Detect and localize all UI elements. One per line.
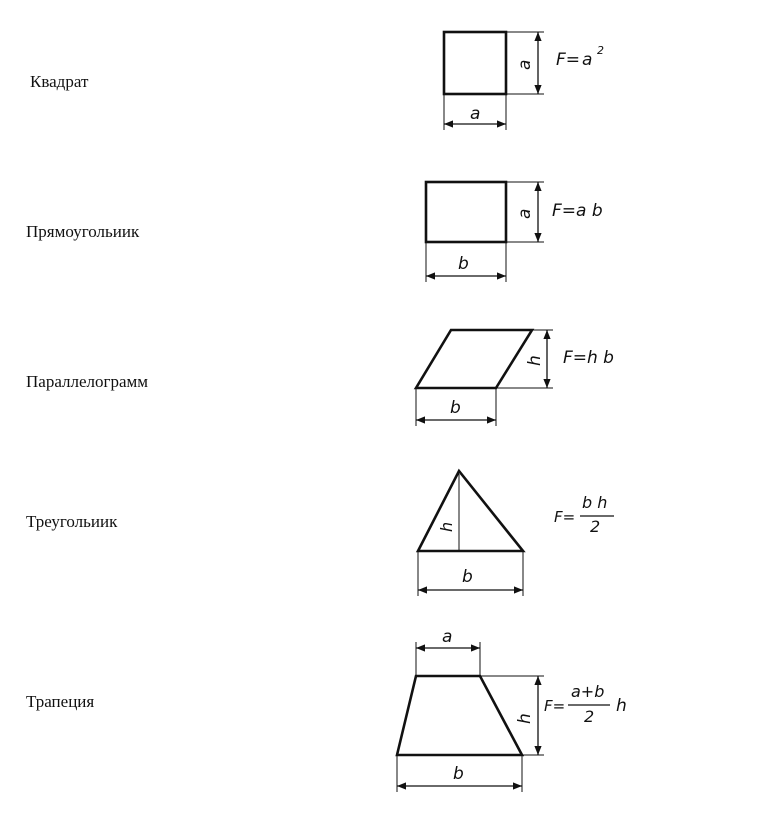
- triangle-formula-num: b h: [582, 493, 608, 512]
- trapezoid-formula-lhs: F=: [544, 697, 566, 715]
- trapezoid-width-label: b: [453, 764, 464, 784]
- trapezoid-formula-num: a+b: [571, 682, 605, 701]
- rectangle-width-label: b: [458, 254, 469, 274]
- trapezoid-formula-tail: h: [616, 696, 627, 716]
- rectangle-figure: [426, 182, 603, 282]
- triangle-figure: [418, 471, 614, 596]
- rectangle-formula-lhs: F=: [552, 201, 577, 221]
- shape-label-square: Квадрат: [30, 72, 89, 91]
- triangle-height-label: h: [437, 521, 456, 532]
- parallelogram-formula-lhs: F=: [563, 348, 588, 368]
- parallelogram-figure: [416, 330, 614, 426]
- square-figure: [444, 32, 604, 130]
- square-formula-lhs: F=: [556, 50, 581, 70]
- triangle-width-label: b: [462, 567, 473, 587]
- triangle-formula-lhs: F=: [554, 508, 576, 526]
- triangle-formula-den: 2: [590, 517, 601, 536]
- shape-label-rectangle: Прямоугольиик: [26, 222, 140, 241]
- shape-label-triangle: Треугольиик: [26, 512, 118, 531]
- rectangle-formula-expr: a b: [576, 201, 603, 221]
- trapezoid-formula-den: 2: [584, 707, 595, 726]
- trapezoid-figure: [397, 627, 627, 792]
- square-width-label: a: [470, 104, 481, 124]
- square-formula-var: a: [582, 50, 593, 70]
- shape-label-parallelogram: Параллелограмм: [26, 372, 149, 391]
- trapezoid-height-label: h: [515, 713, 535, 724]
- parallelogram-height-label: h: [525, 355, 545, 366]
- rectangle-side-label: a: [515, 208, 535, 219]
- parallelogram-formula-expr: h b: [587, 348, 614, 368]
- square-side-label: a: [515, 59, 535, 70]
- shape-label-trapezoid: Трапеция: [26, 692, 95, 711]
- parallelogram-width-label: b: [450, 398, 461, 418]
- square-formula-power: 2: [597, 44, 604, 57]
- trapezoid-top-label: a: [442, 627, 453, 647]
